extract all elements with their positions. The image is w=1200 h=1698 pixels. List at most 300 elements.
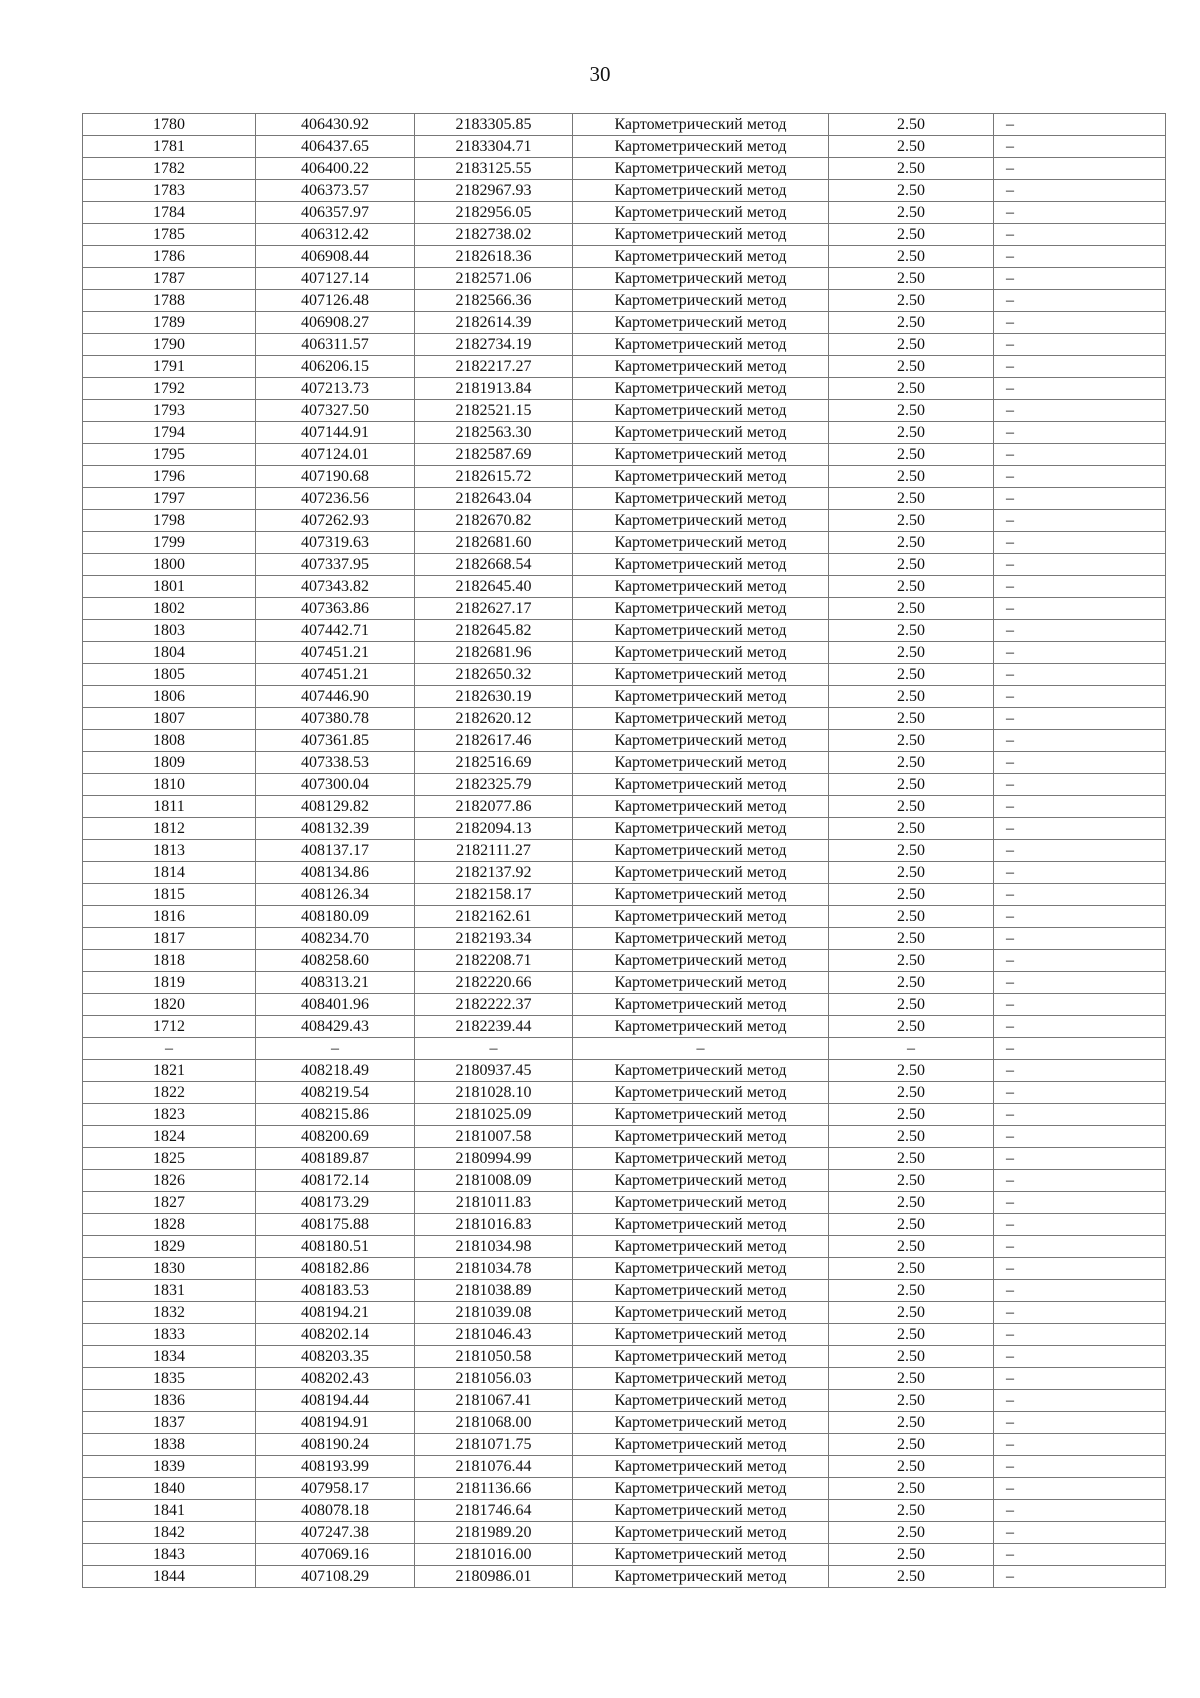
accuracy-cell: 2.50 — [829, 796, 994, 818]
x-coordinate-cell: 407958.17 — [256, 1478, 415, 1500]
table-row — [83, 466, 1166, 488]
y-coordinate-cell: 2182956.05 — [415, 202, 573, 224]
table-row — [83, 774, 1166, 796]
x-coordinate-cell: 408194.91 — [256, 1412, 415, 1434]
accuracy-cell: 2.50 — [829, 1170, 994, 1192]
method-cell: Картометрический метод — [573, 1434, 829, 1456]
note-cell: – — [994, 1456, 1166, 1478]
method-cell: Картометрический метод — [573, 136, 829, 158]
point-number-cell: 1712 — [83, 1016, 256, 1038]
y-coordinate-cell: 2181989.20 — [415, 1522, 573, 1544]
point-number-cell: 1825 — [83, 1148, 256, 1170]
accuracy-cell: 2.50 — [829, 774, 994, 796]
note-cell: – — [994, 774, 1166, 796]
y-coordinate-cell: 2182217.27 — [415, 356, 573, 378]
accuracy-cell: 2.50 — [829, 1192, 994, 1214]
method-cell: Картометрический метод — [573, 620, 829, 642]
note-cell: – — [994, 1104, 1166, 1126]
y-coordinate-cell: 2182521.15 — [415, 400, 573, 422]
method-cell: Картометрический метод — [573, 1016, 829, 1038]
point-number-cell: 1788 — [83, 290, 256, 312]
accuracy-cell: 2.50 — [829, 994, 994, 1016]
note-cell: – — [994, 510, 1166, 532]
method-cell: Картометрический метод — [573, 114, 829, 136]
point-number-cell: 1814 — [83, 862, 256, 884]
note-cell: – — [994, 422, 1166, 444]
note-cell: – — [994, 1500, 1166, 1522]
y-coordinate-cell: 2182618.36 — [415, 246, 573, 268]
point-number-cell: 1816 — [83, 906, 256, 928]
x-coordinate-cell: 406437.65 — [256, 136, 415, 158]
table-row — [83, 752, 1166, 774]
point-number-cell: 1841 — [83, 1500, 256, 1522]
accuracy-cell: 2.50 — [829, 400, 994, 422]
accuracy-cell: 2.50 — [829, 1368, 994, 1390]
y-coordinate-cell: 2182681.96 — [415, 642, 573, 664]
table-row — [83, 620, 1166, 642]
x-coordinate-cell: 408180.09 — [256, 906, 415, 928]
method-cell: Картометрический метод — [573, 1236, 829, 1258]
method-cell: Картометрический метод — [573, 246, 829, 268]
accuracy-cell: 2.50 — [829, 356, 994, 378]
x-coordinate-cell: 408215.86 — [256, 1104, 415, 1126]
x-coordinate-cell: 407363.86 — [256, 598, 415, 620]
note-cell: – — [994, 268, 1166, 290]
y-coordinate-cell: 2181056.03 — [415, 1368, 573, 1390]
note-cell: – — [994, 1236, 1166, 1258]
y-coordinate-cell: 2182645.40 — [415, 576, 573, 598]
method-cell: Картометрический метод — [573, 268, 829, 290]
table-row — [83, 1192, 1166, 1214]
accuracy-cell: 2.50 — [829, 642, 994, 664]
accuracy-cell: 2.50 — [829, 312, 994, 334]
accuracy-cell: 2.50 — [829, 510, 994, 532]
x-coordinate-cell: 407127.14 — [256, 268, 415, 290]
table-row — [83, 906, 1166, 928]
method-cell: Картометрический метод — [573, 1258, 829, 1280]
y-coordinate-cell: 2182615.72 — [415, 466, 573, 488]
x-coordinate-cell: 407337.95 — [256, 554, 415, 576]
table-row — [83, 1522, 1166, 1544]
table-row — [83, 928, 1166, 950]
accuracy-cell: 2.50 — [829, 290, 994, 312]
method-cell: Картометрический метод — [573, 730, 829, 752]
method-cell: Картометрический метод — [573, 928, 829, 950]
point-number-cell: 1834 — [83, 1346, 256, 1368]
x-coordinate-cell: 407446.90 — [256, 686, 415, 708]
point-number-cell: 1805 — [83, 664, 256, 686]
y-coordinate-cell: 2181913.84 — [415, 378, 573, 400]
point-number-cell: 1819 — [83, 972, 256, 994]
x-coordinate-cell: 408182.86 — [256, 1258, 415, 1280]
method-cell: Картометрический метод — [573, 334, 829, 356]
x-coordinate-cell: 407338.53 — [256, 752, 415, 774]
accuracy-cell: 2.50 — [829, 840, 994, 862]
point-number-cell: 1813 — [83, 840, 256, 862]
coordinates-table — [82, 113, 1166, 1588]
table-row — [83, 1126, 1166, 1148]
accuracy-cell: 2.50 — [829, 906, 994, 928]
y-coordinate-cell: 2181050.58 — [415, 1346, 573, 1368]
method-cell: Картометрический метод — [573, 1280, 829, 1302]
note-cell: – — [994, 356, 1166, 378]
x-coordinate-cell: 406908.27 — [256, 312, 415, 334]
table-row — [83, 356, 1166, 378]
note-cell: – — [994, 1280, 1166, 1302]
note-cell: – — [994, 664, 1166, 686]
method-cell: Картометрический метод — [573, 664, 829, 686]
table-row — [83, 972, 1166, 994]
method-cell: Картометрический метод — [573, 1566, 829, 1588]
accuracy-cell: 2.50 — [829, 114, 994, 136]
y-coordinate-cell: 2181008.09 — [415, 1170, 573, 1192]
y-coordinate-cell: 2182222.37 — [415, 994, 573, 1016]
method-cell: – — [573, 1038, 829, 1060]
y-coordinate-cell: 2181028.10 — [415, 1082, 573, 1104]
method-cell: Картометрический метод — [573, 884, 829, 906]
point-number-cell: 1800 — [83, 554, 256, 576]
point-number-cell: 1828 — [83, 1214, 256, 1236]
table-row — [83, 290, 1166, 312]
method-cell: Картометрический метод — [573, 1126, 829, 1148]
y-coordinate-cell: 2182681.60 — [415, 532, 573, 554]
note-cell: – — [994, 796, 1166, 818]
table-row — [83, 1478, 1166, 1500]
table-row — [83, 1368, 1166, 1390]
accuracy-cell: 2.50 — [829, 708, 994, 730]
point-number-cell: 1791 — [83, 356, 256, 378]
note-cell: – — [994, 906, 1166, 928]
point-number-cell: 1801 — [83, 576, 256, 598]
point-number-cell: 1796 — [83, 466, 256, 488]
table-row — [83, 1566, 1166, 1588]
accuracy-cell: 2.50 — [829, 1236, 994, 1258]
y-coordinate-cell: 2182325.79 — [415, 774, 573, 796]
point-number-cell: 1787 — [83, 268, 256, 290]
y-coordinate-cell: 2182587.69 — [415, 444, 573, 466]
point-number-cell: 1844 — [83, 1566, 256, 1588]
x-coordinate-cell: 408175.88 — [256, 1214, 415, 1236]
table-row — [83, 554, 1166, 576]
method-cell: Картометрический метод — [573, 1522, 829, 1544]
table-row — [83, 532, 1166, 554]
accuracy-cell: 2.50 — [829, 686, 994, 708]
method-cell: Картометрический метод — [573, 400, 829, 422]
table-row — [83, 1302, 1166, 1324]
coordinates-table-body — [83, 114, 1166, 1588]
note-cell: – — [994, 818, 1166, 840]
table-row — [83, 884, 1166, 906]
y-coordinate-cell: 2182571.06 — [415, 268, 573, 290]
y-coordinate-cell: 2182094.13 — [415, 818, 573, 840]
table-row — [83, 598, 1166, 620]
point-number-cell: 1837 — [83, 1412, 256, 1434]
accuracy-cell: 2.50 — [829, 224, 994, 246]
x-coordinate-cell: 408134.86 — [256, 862, 415, 884]
note-cell: – — [994, 1346, 1166, 1368]
method-cell: Картометрический метод — [573, 290, 829, 312]
x-coordinate-cell: 408173.29 — [256, 1192, 415, 1214]
accuracy-cell: 2.50 — [829, 818, 994, 840]
table-row — [83, 136, 1166, 158]
accuracy-cell: 2.50 — [829, 1478, 994, 1500]
accuracy-cell: 2.50 — [829, 1346, 994, 1368]
x-coordinate-cell: 408189.87 — [256, 1148, 415, 1170]
point-number-cell: 1829 — [83, 1236, 256, 1258]
note-cell: – — [994, 114, 1166, 136]
point-number-cell: 1812 — [83, 818, 256, 840]
y-coordinate-cell: 2182193.34 — [415, 928, 573, 950]
y-coordinate-cell: 2182137.92 — [415, 862, 573, 884]
x-coordinate-cell: – — [256, 1038, 415, 1060]
accuracy-cell: 2.50 — [829, 532, 994, 554]
table-row — [83, 1390, 1166, 1412]
x-coordinate-cell: 408183.53 — [256, 1280, 415, 1302]
accuracy-cell: 2.50 — [829, 554, 994, 576]
table-row — [83, 1456, 1166, 1478]
note-cell: – — [994, 708, 1166, 730]
table-row — [83, 1324, 1166, 1346]
note-cell: – — [994, 400, 1166, 422]
method-cell: Картометрический метод — [573, 224, 829, 246]
point-number-cell: 1843 — [83, 1544, 256, 1566]
table-row — [83, 224, 1166, 246]
accuracy-cell: 2.50 — [829, 1280, 994, 1302]
point-number-cell: 1797 — [83, 488, 256, 510]
y-coordinate-cell: 2182630.19 — [415, 686, 573, 708]
y-coordinate-cell: 2182566.36 — [415, 290, 573, 312]
accuracy-cell: 2.50 — [829, 334, 994, 356]
method-cell: Картометрический метод — [573, 686, 829, 708]
table-row — [83, 488, 1166, 510]
method-cell: Картометрический метод — [573, 1478, 829, 1500]
y-coordinate-cell: 2183125.55 — [415, 158, 573, 180]
x-coordinate-cell: 406357.97 — [256, 202, 415, 224]
table-row — [83, 1434, 1166, 1456]
method-cell: Картометрический метод — [573, 598, 829, 620]
method-cell: Картометрический метод — [573, 510, 829, 532]
point-number-cell: 1793 — [83, 400, 256, 422]
method-cell: Картометрический метод — [573, 180, 829, 202]
y-coordinate-cell: 2181038.89 — [415, 1280, 573, 1302]
note-cell: – — [994, 642, 1166, 664]
x-coordinate-cell: 408202.43 — [256, 1368, 415, 1390]
point-number-cell: 1818 — [83, 950, 256, 972]
point-number-cell: 1827 — [83, 1192, 256, 1214]
method-cell: Картометрический метод — [573, 1346, 829, 1368]
method-cell: Картометрический метод — [573, 642, 829, 664]
accuracy-cell: 2.50 — [829, 180, 994, 202]
table-row — [83, 1258, 1166, 1280]
x-coordinate-cell: 408129.82 — [256, 796, 415, 818]
x-coordinate-cell: 407108.29 — [256, 1566, 415, 1588]
accuracy-cell: 2.50 — [829, 730, 994, 752]
accuracy-cell: 2.50 — [829, 928, 994, 950]
point-number-cell: 1792 — [83, 378, 256, 400]
y-coordinate-cell: 2181034.78 — [415, 1258, 573, 1280]
y-coordinate-cell: 2181068.00 — [415, 1412, 573, 1434]
note-cell: – — [994, 1170, 1166, 1192]
x-coordinate-cell: 408202.14 — [256, 1324, 415, 1346]
y-coordinate-cell: 2182668.54 — [415, 554, 573, 576]
accuracy-cell: 2.50 — [829, 972, 994, 994]
table-row — [83, 1082, 1166, 1104]
y-coordinate-cell: 2182645.82 — [415, 620, 573, 642]
x-coordinate-cell: 408137.17 — [256, 840, 415, 862]
table-row — [83, 246, 1166, 268]
table-row — [83, 1544, 1166, 1566]
x-coordinate-cell: 408218.49 — [256, 1060, 415, 1082]
y-coordinate-cell: 2182643.04 — [415, 488, 573, 510]
method-cell: Картометрический метод — [573, 818, 829, 840]
x-coordinate-cell: 406206.15 — [256, 356, 415, 378]
y-coordinate-cell: 2181071.75 — [415, 1434, 573, 1456]
accuracy-cell: 2.50 — [829, 576, 994, 598]
note-cell: – — [994, 1126, 1166, 1148]
y-coordinate-cell: 2181067.41 — [415, 1390, 573, 1412]
method-cell: Картометрический метод — [573, 1214, 829, 1236]
y-coordinate-cell: 2181016.83 — [415, 1214, 573, 1236]
x-coordinate-cell: 407327.50 — [256, 400, 415, 422]
method-cell: Картометрический метод — [573, 994, 829, 1016]
point-number-cell: – — [83, 1038, 256, 1060]
note-cell: – — [994, 1434, 1166, 1456]
table-row — [83, 840, 1166, 862]
note-cell: – — [994, 686, 1166, 708]
y-coordinate-cell: 2182516.69 — [415, 752, 573, 774]
note-cell: – — [994, 1192, 1166, 1214]
table-row — [83, 576, 1166, 598]
x-coordinate-cell: 408126.34 — [256, 884, 415, 906]
note-cell: – — [994, 466, 1166, 488]
accuracy-cell: 2.50 — [829, 664, 994, 686]
y-coordinate-cell: 2181011.83 — [415, 1192, 573, 1214]
x-coordinate-cell: 408078.18 — [256, 1500, 415, 1522]
point-number-cell: 1809 — [83, 752, 256, 774]
table-row — [83, 642, 1166, 664]
method-cell: Картометрический метод — [573, 708, 829, 730]
accuracy-cell: 2.50 — [829, 488, 994, 510]
method-cell: Картометрический метод — [573, 554, 829, 576]
note-cell: – — [994, 884, 1166, 906]
method-cell: Картометрический метод — [573, 1060, 829, 1082]
x-coordinate-cell: 408219.54 — [256, 1082, 415, 1104]
y-coordinate-cell: 2182670.82 — [415, 510, 573, 532]
x-coordinate-cell: 408258.60 — [256, 950, 415, 972]
point-number-cell: 1789 — [83, 312, 256, 334]
note-cell: – — [994, 1324, 1166, 1346]
y-coordinate-cell: 2182208.71 — [415, 950, 573, 972]
method-cell: Картометрический метод — [573, 862, 829, 884]
y-coordinate-cell: 2182563.30 — [415, 422, 573, 444]
x-coordinate-cell: 407247.38 — [256, 1522, 415, 1544]
accuracy-cell: 2.50 — [829, 422, 994, 444]
accuracy-cell: 2.50 — [829, 752, 994, 774]
note-cell: – — [994, 1478, 1166, 1500]
point-number-cell: 1802 — [83, 598, 256, 620]
note-cell: – — [994, 950, 1166, 972]
note-cell: – — [994, 136, 1166, 158]
accuracy-cell: 2.50 — [829, 1214, 994, 1236]
x-coordinate-cell: 408193.99 — [256, 1456, 415, 1478]
note-cell: – — [994, 862, 1166, 884]
x-coordinate-cell: 407451.21 — [256, 664, 415, 686]
table-row — [83, 796, 1166, 818]
method-cell: Картометрический метод — [573, 1390, 829, 1412]
y-coordinate-cell: 2180937.45 — [415, 1060, 573, 1082]
table-row — [83, 334, 1166, 356]
accuracy-cell: 2.50 — [829, 1126, 994, 1148]
y-coordinate-cell: – — [415, 1038, 573, 1060]
table-row — [83, 268, 1166, 290]
note-cell: – — [994, 576, 1166, 598]
point-number-cell: 1783 — [83, 180, 256, 202]
table-row — [83, 158, 1166, 180]
note-cell: – — [994, 444, 1166, 466]
x-coordinate-cell: 407451.21 — [256, 642, 415, 664]
method-cell: Картометрический метод — [573, 1104, 829, 1126]
point-number-cell: 1803 — [83, 620, 256, 642]
note-cell: – — [994, 928, 1166, 950]
note-cell: – — [994, 994, 1166, 1016]
point-number-cell: 1785 — [83, 224, 256, 246]
x-coordinate-cell: 406430.92 — [256, 114, 415, 136]
note-cell: – — [994, 1544, 1166, 1566]
note-cell: – — [994, 1566, 1166, 1588]
y-coordinate-cell: 2182077.86 — [415, 796, 573, 818]
note-cell: – — [994, 1258, 1166, 1280]
table-row — [83, 422, 1166, 444]
table-row — [83, 1016, 1166, 1038]
x-coordinate-cell: 408190.24 — [256, 1434, 415, 1456]
table-row — [83, 444, 1166, 466]
x-coordinate-cell: 407361.85 — [256, 730, 415, 752]
note-cell: – — [994, 1082, 1166, 1104]
table-row — [83, 1060, 1166, 1082]
x-coordinate-cell: 407124.01 — [256, 444, 415, 466]
note-cell: – — [994, 620, 1166, 642]
note-cell: – — [994, 1016, 1166, 1038]
x-coordinate-cell: 406400.22 — [256, 158, 415, 180]
accuracy-cell: 2.50 — [829, 1258, 994, 1280]
accuracy-cell: 2.50 — [829, 1060, 994, 1082]
x-coordinate-cell: 408194.44 — [256, 1390, 415, 1412]
accuracy-cell: 2.50 — [829, 862, 994, 884]
point-number-cell: 1822 — [83, 1082, 256, 1104]
table-row — [83, 1412, 1166, 1434]
note-cell: – — [994, 598, 1166, 620]
accuracy-cell: 2.50 — [829, 246, 994, 268]
x-coordinate-cell: 406311.57 — [256, 334, 415, 356]
point-number-cell: 1806 — [83, 686, 256, 708]
table-row — [83, 730, 1166, 752]
method-cell: Картометрический метод — [573, 1148, 829, 1170]
point-number-cell: 1839 — [83, 1456, 256, 1478]
point-number-cell: 1798 — [83, 510, 256, 532]
point-number-cell: 1782 — [83, 158, 256, 180]
method-cell: Картометрический метод — [573, 1456, 829, 1478]
y-coordinate-cell: 2182220.66 — [415, 972, 573, 994]
table-row — [83, 1170, 1166, 1192]
y-coordinate-cell: 2180986.01 — [415, 1566, 573, 1588]
point-number-cell: 1833 — [83, 1324, 256, 1346]
accuracy-cell: 2.50 — [829, 1500, 994, 1522]
point-number-cell: 1815 — [83, 884, 256, 906]
method-cell: Картометрический метод — [573, 378, 829, 400]
y-coordinate-cell: 2181136.66 — [415, 1478, 573, 1500]
table-row — [83, 1280, 1166, 1302]
method-cell: Картометрический метод — [573, 1302, 829, 1324]
